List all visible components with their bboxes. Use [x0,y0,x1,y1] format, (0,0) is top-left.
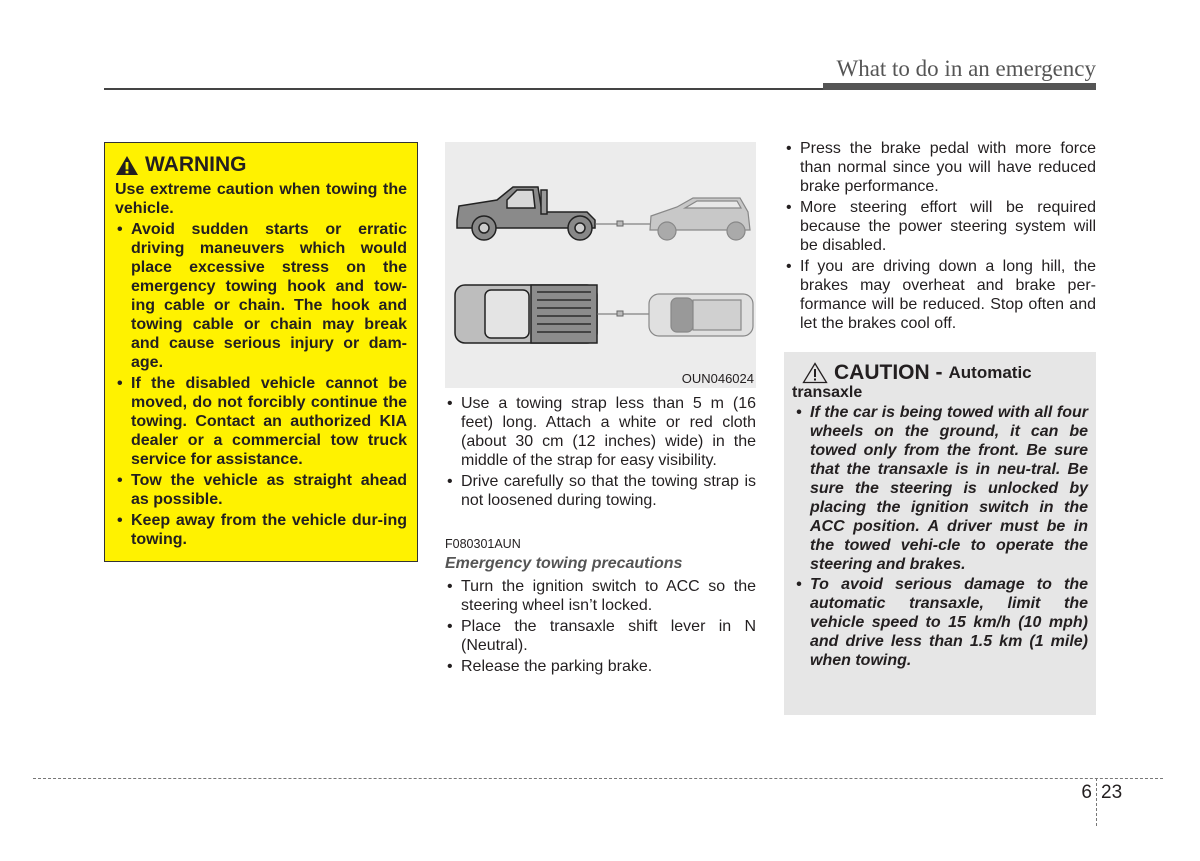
warning-triangle-icon [115,155,139,176]
section-code: F080301AUN [445,537,521,551]
caution-subject: transaxle [792,384,863,401]
precautions-list [445,577,756,678]
list-item: • Place the transaxle shift lever in N (Neutral). [445,617,756,655]
driving-notes-list [784,139,1096,335]
list-item: • Drive carefully so that the towing strap is not loosened during towing. [445,472,756,510]
tow-truck-top [455,285,597,343]
list-item: • Use a towing strap less than 5 m (16 feet) long. Attach a white or red cloth (about 30 cm (12 inches) wide) in the middle of the strap for easy visibility. [445,394,756,470]
list-item: • Turn the ignition switch to ACC so the steering wheel isn’t locked. [445,577,756,615]
list-item: • Press the brake pedal with more force than normal since you will have reduced brake performance. [784,139,1096,196]
tow-truck-diagram [445,142,756,388]
caution-box [784,352,1096,715]
header-rule [104,88,824,90]
towing-illustration [445,142,756,388]
tow-truck-side [457,187,595,240]
section-number: 6 [1081,782,1092,803]
page-number: 23 [1101,782,1123,803]
list-item: • Release the parking brake. [445,657,756,676]
list-item: • Avoid sudden starts or erratic driving maneuvers which would place excessive stress on the emergency towing hook and tow-ing cable or chain. The hook and towing cable or chain may break and cause serious injury or dam-age. [115,220,407,372]
figure-code: OUN046024 [681,371,754,386]
caution-heading: CAUTION - Automatic [792,362,1088,384]
caution-triangle-icon [802,362,828,384]
warning-heading: WARNING [115,152,407,178]
list-item: • If you are driving down a long hill, the brakes may overheat and brake per-formance will be reduced. Stop often and let the brakes cool off. [784,257,1096,333]
strap-instructions [445,394,756,512]
list-item: • Tow the vehicle as straight ahead as possible. [115,471,407,509]
section-subheading: Emergency towing precautions [445,555,683,572]
towed-car-side [650,198,750,240]
list-item: • To avoid serious damage to the automatic transaxle, limit the vehicle speed to 15 km/h (10 mph) and drive less than 1.5 km (1 mile) when towing. [794,575,1088,670]
warning-list [115,220,407,549]
warning-box [104,142,418,562]
list-item: • More steering effort will be required because the power steering system will be disabled. [784,198,1096,255]
list-item: • If the car is being towed with all four wheels on the ground, it can be towed only from the front. Be sure that the transaxle is in neu-tral. Be sure the steering is unlocked by placing the ignition switch in the ACC position. A driver must be in the towed vehi-cle to operate the steering and brakes. [794,403,1088,574]
list-item: • Keep away from the vehicle dur-ing towing. [115,511,407,549]
header-bar [823,83,1096,90]
warning-intro: Use extreme caution when towing the vehicle. [115,181,407,217]
list-item: • If the disabled vehicle cannot be moved, do not forcibly continue the towing. Contact an authorized KIA dealer or a commercial tow truck service for assistance. [115,374,407,469]
footer-divider [33,778,1163,779]
towed-car-top [649,294,753,336]
running-header: What to do in an emergency [836,56,1096,81]
page-number-divider [1096,778,1097,826]
caution-list [794,403,1088,670]
